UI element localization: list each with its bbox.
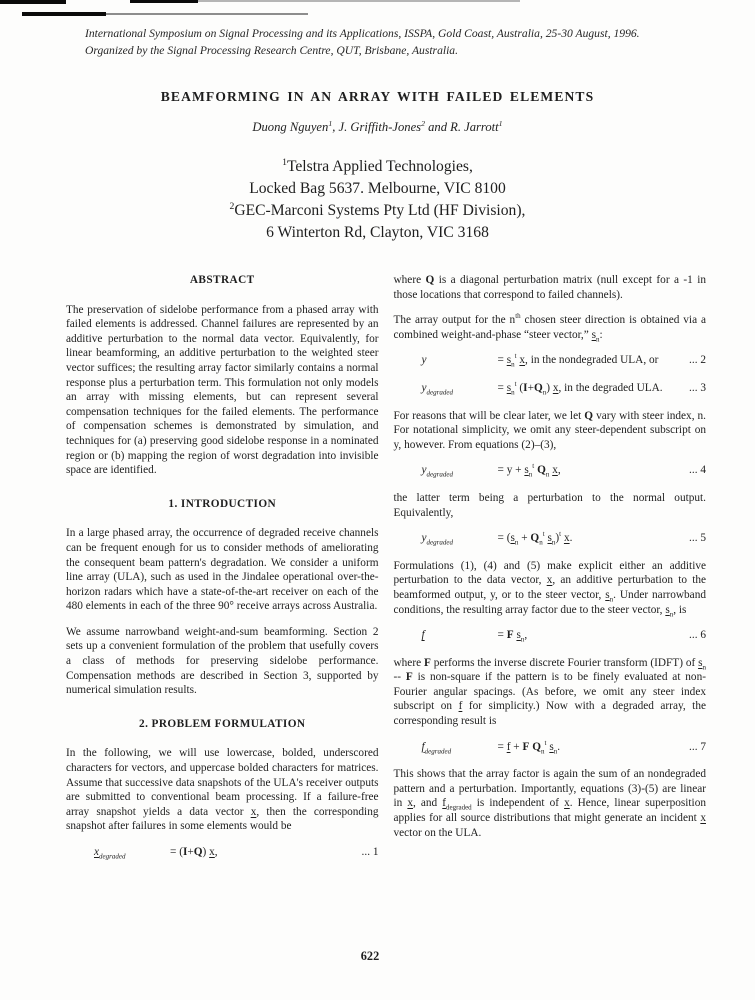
equation-1-number: ... 1 — [361, 846, 379, 858]
scan-artifact-line — [198, 0, 520, 2]
affiliation-line-1: $^1$Telstra Applied Technologies, — [282, 156, 473, 175]
conference-header-line1: International Symposium on Signal Processing and its Applications, ISSPA, Gold Coast, Australia, 25-30 August, 1996. — [85, 27, 640, 40]
equation-5 — [422, 531, 707, 546]
equation-5-number: ... 5 — [689, 532, 706, 545]
right-paragraph-7: This shows that the array factor is again the sum of an nondegraded pattern and a perturbation. Importantly, equations (3)-(5) are linear in x, and $f_{degraded}$ is independent of x. Hence, linear superposition applies for all source distributions that might generate an incident x vector on the ULA. — [393, 768, 706, 839]
right-paragraph-4: the latter term being a perturbation to the normal output. Equivalently, — [393, 491, 706, 519]
equation-4-rhs: = $y + s_n^t$ $Q_n$ x, — [497, 462, 561, 479]
right-paragraph-2: The array output for the $n^{th}$ chosen steer direction is obtained via a combined weight-and-phase “steer vector,” $s_n$: — [393, 312, 706, 344]
right-paragraph-5: Formulations (1), (4) and (5) make explicit either an additive perturbation to the data vector, x, an additive perturbation to the beamformed output, y, or to the steer vector, $s_n$. Under narrowband conditions, the resulting array factor due to the steer vector, $s_n$, is — [393, 559, 706, 618]
equation-6-number: ... 6 — [689, 629, 706, 642]
equation-7 — [422, 740, 707, 755]
equation-2 — [422, 353, 707, 368]
right-column — [394, 273, 707, 873]
authors-line: Duong Nguyen$^1$, J. Griffith-Jones$^2$ and R. Jarrott$^1$ — [252, 118, 503, 134]
abstract-text: The preservation of sidelobe performance from a phased array with failed elements is addressed. Channel failures are represented by an additive perturbation to the normal data vector. Equivalently, for linear beamforming, an additive perturbation to the weighted steer vector suffices; the resulting array factor similarly contains a normal response plus a perturbation term. This formulation not only models an array with missing elements, but can represent several compensation techniques for the failed elements. The performance of compensation schemes is demonstrated by simulation, and techniques for (a) preserving good sidelobe response in a nominated region or (b) mapping the region of worst degradation into invisible space are identified. — [66, 303, 379, 477]
two-column-body — [66, 273, 706, 873]
conference-header — [85, 26, 700, 59]
scan-artifact-bar — [22, 12, 106, 16]
equation-1 — [94, 845, 379, 860]
equation-3-number: ... 3 — [689, 381, 706, 394]
affiliation-line-3: $^2$GEC-Marconi Systems Pty Ltd (HF Division), — [229, 200, 526, 219]
equation-5-rhs: = ($s_n + Q_n^t$ $s_n)^t$ x. — [497, 530, 573, 547]
scan-artifact-bar — [0, 0, 66, 4]
intro-paragraph-1: In a large phased array, the occurrence of degraded receive channels can be frequent enough for us to consider methods of ameliorating the consequent beam pattern's degradation. We consider a uniform line array (ULA), such as used in the Jindalee operational over-the-horizon radars which have a state-of-the-art receiver on each of the 480 elements in each of the three 90° receive arrays across Australia. — [66, 527, 379, 613]
equation-3-rhs: = $s_n^t$ $(I+Q_n)$ x, in the degraded ULA. — [497, 380, 663, 397]
equation-2-lhs: y — [421, 354, 427, 367]
abstract-heading: ABSTRACT — [189, 274, 255, 286]
section-1-heading: 1. INTRODUCTION — [168, 497, 277, 510]
equation-7-rhs: = f + F $Q_n^t$ $s_n$. — [497, 738, 561, 755]
right-paragraph-3: For reasons that will be clear later, we let Q vary with steer index, n. For notational simplicity, we omit any steer-dependent subscript on y, however. From equations (2)–(3), — [393, 409, 707, 451]
affiliation-line-4: 6 Winterton Rd, Clayton, VIC 3168 — [266, 224, 489, 241]
affiliation-line-2: Locked Bag 5637. Melbourne, VIC 8100 — [249, 180, 506, 197]
equation-4 — [422, 463, 707, 478]
equation-3 — [422, 381, 707, 396]
right-paragraph-1: where Q is a diagonal perturbation matrix (null except for a -1 in those locations that correspond to failed channels). — [393, 274, 706, 301]
section-2-heading: 2. PROBLEM FORMULATION — [139, 717, 306, 730]
equation-1-rhs: = (I+Q) x, — [170, 846, 218, 858]
equation-6-rhs: = F $s_n$, — [497, 629, 528, 644]
equation-1-lhs: $x_{degraded}$ — [94, 846, 126, 861]
equation-6 — [422, 628, 707, 643]
equation-5-lhs: $y_{degraded}$ — [421, 532, 453, 547]
equation-4-lhs: $y_{degraded}$ — [421, 464, 453, 479]
right-paragraph-6: where F performs the inverse discrete Fourier transform (IDFT) of $s_n$ -- F is non-square if the pattern is to be finely evaluated at non-Fourier angular spacings. (As before, we omit any steer index subscript on f for simplicity.) Now with a degraded array, the corresponding result is — [393, 656, 706, 728]
equation-2-rhs: = $s_n^t$ x, in the nondegraded ULA, or — [497, 352, 659, 369]
problem-formulation-paragraph-1: In the following, we will use lowercase, bolded, underscored characters for vectors, and uppercase bolded characters for matrices. Assume that successive data snapshots of the ULA's receiver outputs are submitted to conventional beam processing. If a failure-free array snapshot yields a data vector x, then the corresponding snapshot after failures in some elements would be — [66, 747, 379, 833]
affiliations-block — [0, 156, 755, 244]
equation-7-number: ... 7 — [689, 740, 706, 753]
conference-header-line2: Organized by the Signal Processing Research Centre, QUT, Brisbane, Australia. — [85, 43, 459, 57]
paper-title: BEAMFORMING IN AN ARRAY WITH FAILED ELEMENTS — [160, 89, 595, 104]
intro-paragraph-2: We assume narrowband weight-and-sum beamforming. Section 2 sets up a convenient formulation of the problem that usefully covers a class of methods for preserving sidelobe performance. Compensation methods are described in Section 3, supported by numerical simulation results. — [66, 625, 379, 697]
left-column — [66, 273, 379, 873]
equation-4-number: ... 4 — [689, 464, 706, 477]
equation-6-lhs: f — [421, 629, 425, 642]
page-number: 622 — [360, 949, 380, 963]
equation-3-lhs: $y_{degraded}$ — [421, 381, 453, 397]
scan-artifact-bar — [130, 0, 198, 3]
scan-artifact-line — [106, 13, 308, 15]
equation-7-lhs: $f_{degraded}$ — [421, 740, 452, 755]
equation-2-number: ... 2 — [689, 354, 706, 367]
